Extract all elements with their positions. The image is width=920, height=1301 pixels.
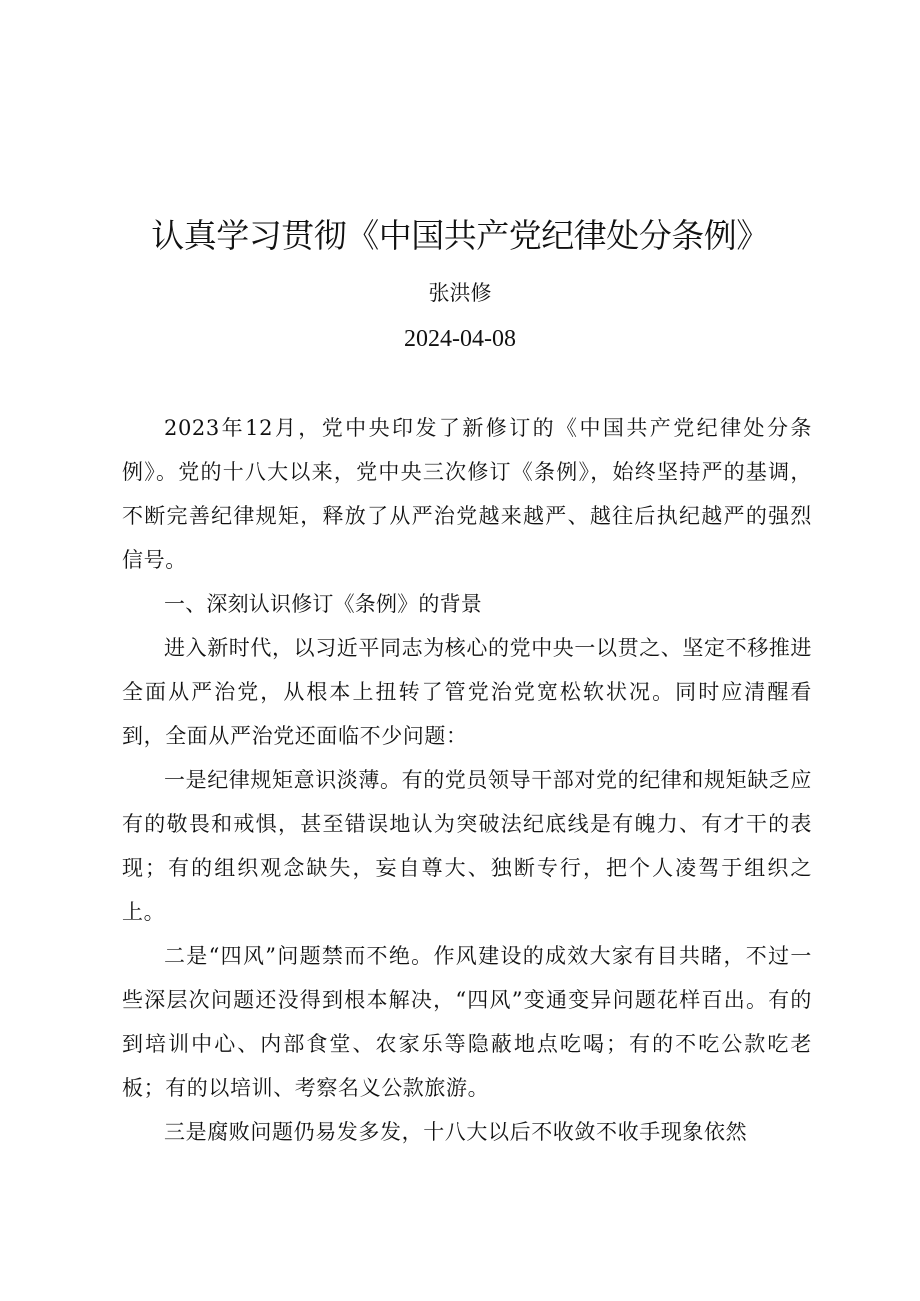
paragraph-point-three: 三是腐败问题仍易发多发，十八大以后不收敛不收手现象依然 (164, 1120, 748, 1144)
paragraph-point-two: 二是“四风”问题禁而不绝。作风建设的成效大家有目共睹，不过一些深层次问题还没得到根本解决，“四风”变通变异问题花样百出。有的到培训中心、内部食堂、农家乐等隐蔽地点吃喝；有的不吃公款吃老板；有的以培训、考察名义公款旅游。 (122, 944, 812, 1100)
paragraph-intro: 2023年12月，党中央印发了新修订的《中国共产党纪律处分条例》。党的十八大以来，党中央三次修订《条例》，始终坚持严的基调，不断完善纪律规矩，释放了从严治党越来越严、越往后执纪越严的强烈信号。 (122, 416, 812, 572)
section-heading: 一、深刻认识修订《条例》的背景 (164, 592, 482, 616)
paragraph-background: 进入新时代，以习近平同志为核心的党中央一以贯之、坚定不移推进全面从严治党，从根本上扭转了管党治党宽松软状况。同时应清醒看到，全面从严治党还面临不少问题： (122, 636, 812, 748)
paragraph-point-one: 一是纪律规矩意识淡薄。有的党员领导干部对党的纪律和规矩缺乏应有的敬畏和戒惧，甚至错误地认为突破法纪底线是有魄力、有才干的表现；有的组织观念缺失，妄自尊大、独断专行，把个人凌驾于组织之上。 (122, 768, 812, 924)
document-body (122, 406, 812, 1154)
document-date: 2024-04-08 (404, 326, 516, 352)
document-title: 认真学习贯彻《中国共产党纪律处分条例》 (151, 216, 769, 255)
document-author: 张洪修 (428, 281, 492, 305)
